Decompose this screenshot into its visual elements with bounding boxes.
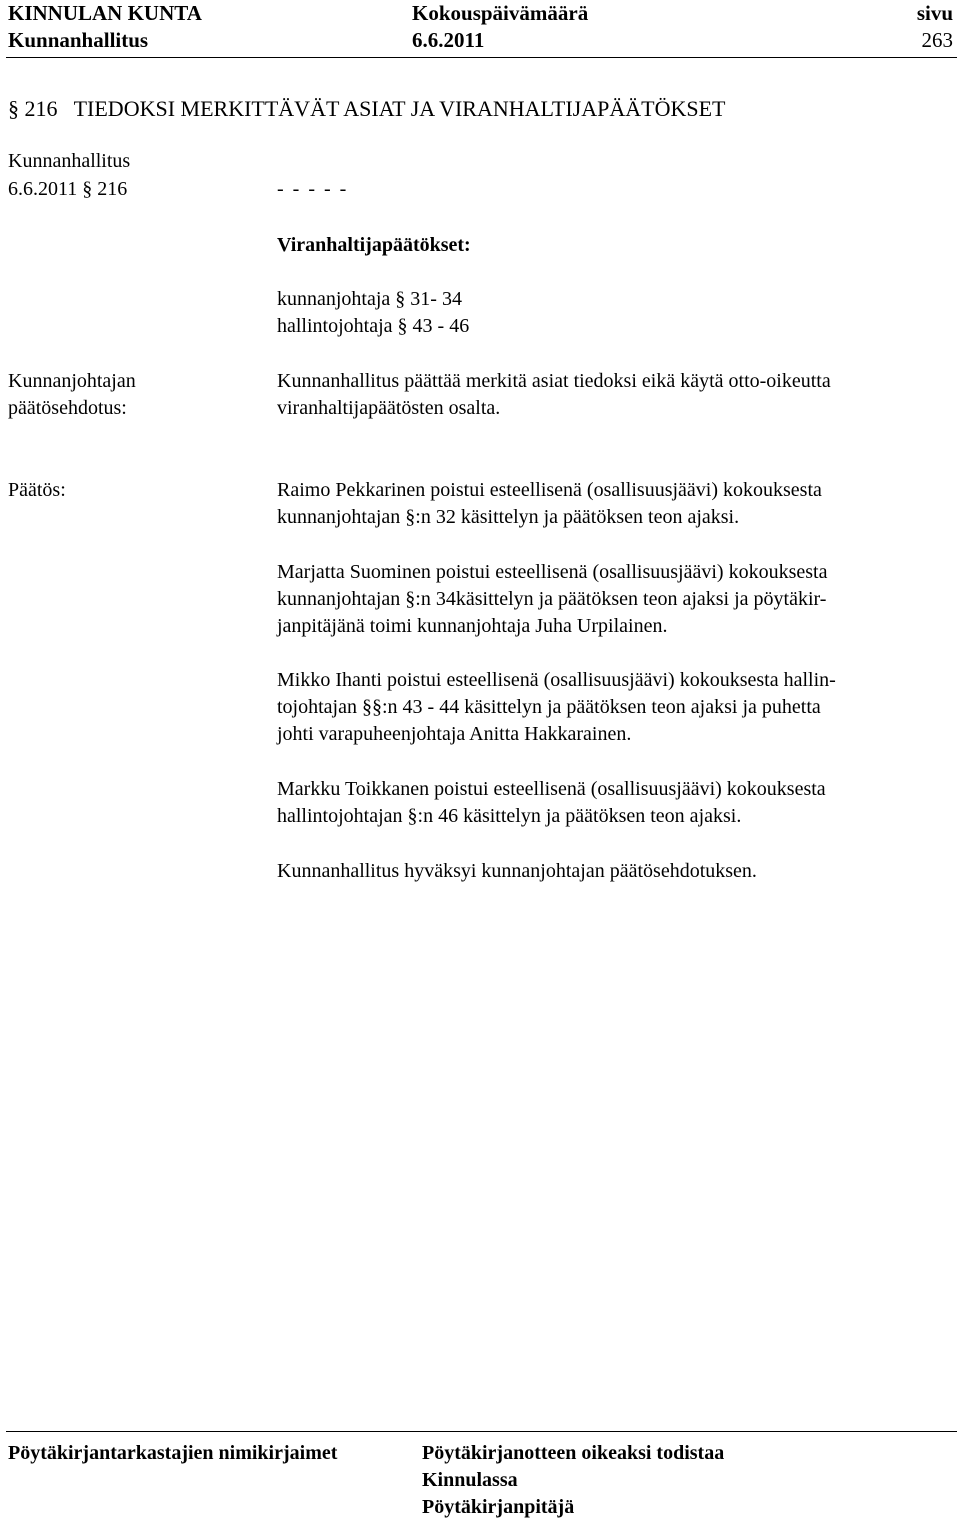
- decision-paragraph-2: [277, 559, 947, 640]
- ref-body: Kunnanhallitus: [8, 150, 131, 172]
- decision-line: kunnanjohtajan §:n 34käsittelyn ja päätöksen teon ajaksi ja pöytäkir-: [277, 588, 827, 610]
- decision-line: Markku Toikkanen poistui esteellisenä (osallisuusjäävi) kokouksesta: [277, 778, 826, 800]
- ref-date-section: 6.6.2011 § 216: [8, 178, 128, 200]
- decision-line: janpitäjänä toimi kunnanjohtaja Juha Urpilainen.: [277, 615, 668, 637]
- org-name: KINNULAN KUNTA: [8, 1, 202, 25]
- ref-dashes: - - - - -: [277, 178, 349, 200]
- decision-line: kunnanjohtajan §:n 32 käsittelyn ja päätöksen teon ajaksi.: [277, 506, 740, 528]
- footer-rule: [6, 1431, 957, 1432]
- decision-line: johti varapuheenjohtaja Anitta Hakkarainen.: [277, 723, 632, 745]
- page-label: sivu: [916, 1, 953, 25]
- proposal-text-line-2: viranhaltijapäätösten osalta.: [277, 397, 501, 419]
- footer-place: Kinnulassa: [422, 1469, 518, 1491]
- footer-certify-label: Pöytäkirjanotteen oikeaksi todistaa: [422, 1442, 725, 1464]
- decisions-heading: Viranhaltijapäätökset:: [277, 234, 471, 256]
- decision-line: Kunnanhallitus hyväksyi kunnanjohtajan päätösehdotuksen.: [277, 860, 757, 882]
- date-label: Kokouspäivämäärä: [412, 1, 589, 25]
- proposal-label-line-2: päätösehdotus:: [8, 397, 127, 419]
- body-name: Kunnanhallitus: [8, 28, 149, 52]
- decision-line: Raimo Pekkarinen poistui esteellisenä (osallisuusjäävi) kokouksesta: [277, 479, 822, 501]
- page-number: 263: [921, 28, 953, 52]
- decisions-line-2: hallintojohtaja § 43 - 46: [277, 315, 470, 337]
- decision-paragraph-5: [277, 858, 947, 885]
- decision-line: Marjatta Suominen poistui esteellisenä (osallisuusjäävi) kokouksesta: [277, 561, 828, 583]
- footer-initials-label: Pöytäkirjantarkastajien nimikirjaimet: [8, 1442, 338, 1464]
- proposal-label-line-1: Kunnanjohtajan: [8, 370, 136, 392]
- decisions-line-1: kunnanjohtaja § 31- 34: [277, 288, 462, 310]
- proposal-text-line-1: Kunnanhallitus päättää merkitä asiat tiedoksi eikä käytä otto-oikeutta: [277, 370, 831, 392]
- section-title: § 216 TIEDOKSI MERKITTÄVÄT ASIAT JA VIRANHALTIJAPÄÄTÖKSET: [8, 96, 726, 121]
- decision-label: Päätös:: [8, 479, 66, 501]
- meeting-date: 6.6.2011: [412, 28, 485, 52]
- decision-line: hallintojohtajan §:n 46 käsittelyn ja päätöksen teon ajaksi.: [277, 805, 742, 827]
- decision-paragraph-1: [277, 477, 947, 531]
- decision-paragraph-3: [277, 667, 947, 748]
- decision-paragraph-4: [277, 776, 947, 830]
- footer-secretary: Pöytäkirjanpitäjä: [422, 1496, 575, 1518]
- decision-line: Mikko Ihanti poistui esteellisenä (osallisuusjäävi) kokouksesta hallin-: [277, 669, 836, 691]
- header-rule: [6, 57, 957, 58]
- decision-line: tojohtajan §§:n 43 - 44 käsittelyn ja päätöksen teon ajaksi ja puhetta: [277, 696, 821, 718]
